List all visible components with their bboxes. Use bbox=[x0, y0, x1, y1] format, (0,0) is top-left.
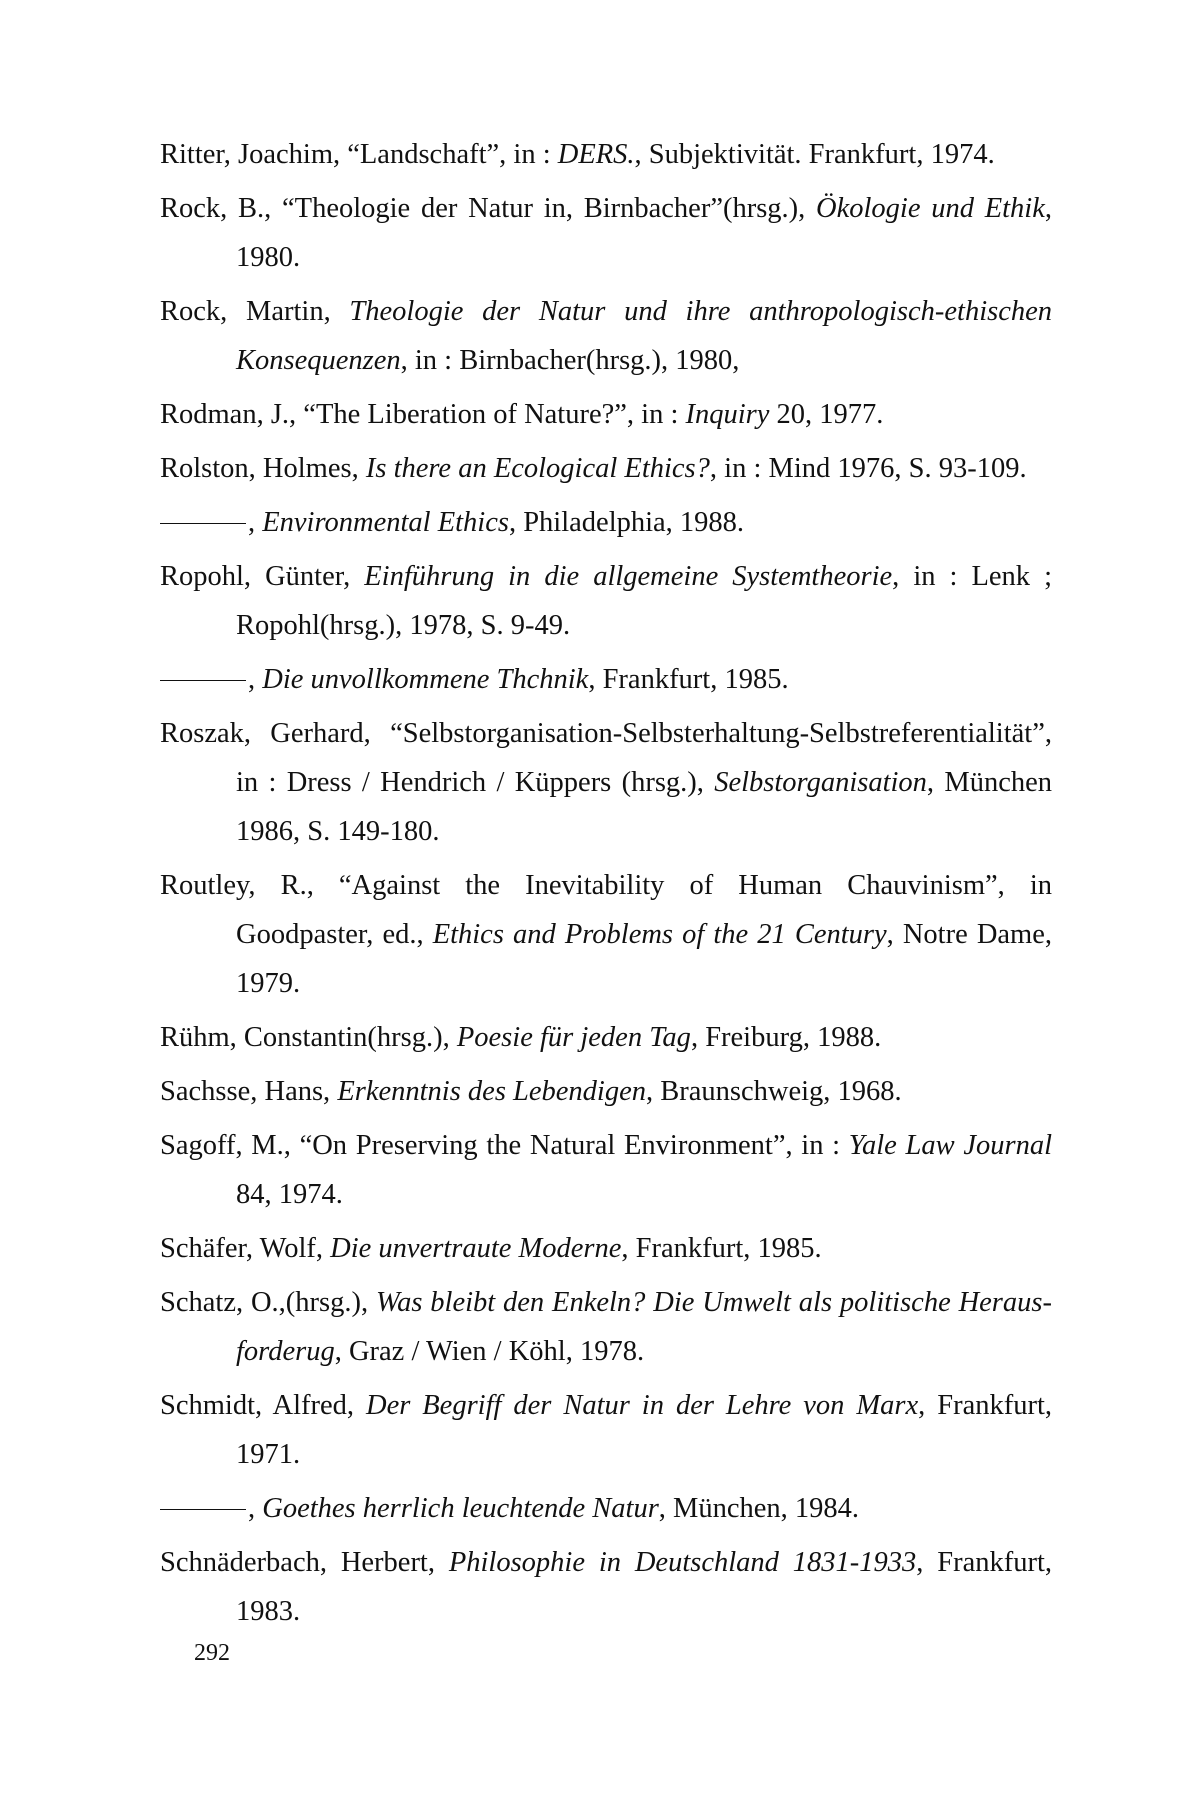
ditto-dash bbox=[160, 1509, 246, 1510]
bibliography-entry: Schäfer, Wolf, Die unvertraute Moderne, Frankfurt, 1985. bbox=[160, 1233, 822, 1264]
bibliography-entry-continuation: , Die unvollkommene Thchnik, Frankfurt, 1985. bbox=[160, 655, 1052, 704]
bibliography-entry: Sachsse, Hans, Erkenntnis des Lebendigen, Braunschweig, 1968. bbox=[160, 1076, 902, 1107]
bibliography-page bbox=[160, 130, 1052, 1641]
bibliography-entry: Schnäderbach, Herbert, Philosophie in Deutschland 1831-1933, Frankfurt, 1983. bbox=[160, 1547, 1053, 1627]
page-number: 292 bbox=[194, 1640, 230, 1666]
bibliography-entry: Rolston, Holmes, Is there an Ecological Ethics?, in : Mind 1976, S. 93-109. bbox=[160, 453, 1027, 484]
bibliography-entry: Roszak, Gerhard, “Selbstorganisation-Selbsterhaltung-Selbstreferentialität”, in : Dress / Hendrich / Küppers (hrsg.), Selbstorganisation, München 1986, S. 149-180. bbox=[160, 718, 1052, 847]
bibliography-entry-continuation: , Goethes herrlich leuchtende Natur, München, 1984. bbox=[160, 1484, 1052, 1533]
bibliography-entry: Schatz, O.,(hrsg.), Was bleibt den Enkeln? Die Umwelt als politische Heraus-forderug, Graz / Wien / Köhl, 1978. bbox=[160, 1287, 1052, 1367]
ditto-dash bbox=[160, 523, 246, 524]
bibliography-entry: Ritter, Joachim, “Landschaft”, in : DERS., Subjektivität. Frankfurt, 1974. bbox=[160, 139, 995, 170]
bibliography-entry: Sagoff, M., “On Preserving the Natural Environment”, in : Yale Law Journal 84, 1974. bbox=[160, 1130, 1052, 1210]
bibliography-entry: Rock, B., “Theologie der Natur in, Birnbacher”(hrsg.), Ökologie und Ethik, 1980. bbox=[160, 193, 1052, 273]
bibliography-entry-continuation: , Environmental Ethics, Philadelphia, 1988. bbox=[160, 498, 1052, 547]
bibliography-entry: Rühm, Constantin(hrsg.), Poesie für jeden Tag, Freiburg, 1988. bbox=[160, 1022, 882, 1053]
ditto-dash bbox=[160, 680, 246, 681]
bibliography-entry: Rock, Martin, Theologie der Natur und ihre anthropologisch-ethischen Konsequenzen, in : Birnbacher(hrsg.), 1980, bbox=[160, 296, 1052, 376]
bibliography-entry: Schmidt, Alfred, Der Begriff der Natur in der Lehre von Marx, Frankfurt, 1971. bbox=[160, 1390, 1052, 1470]
bibliography-entry: Rodman, J., “The Liberation of Nature?”, in : Inquiry 20, 1977. bbox=[160, 399, 884, 430]
bibliography-entry: Routley, R., “Against the Inevitability of Human Chauvinism”, in Goodpaster, ed., Ethics and Problems of the 21 Century, Notre Dame, 1979. bbox=[160, 870, 1052, 999]
bibliography-entry: Ropohl, Günter, Einführung in die allgemeine Systemtheorie, in : Lenk ; Ropohl(hrsg.), 1978, S. 9-49. bbox=[160, 561, 1052, 641]
